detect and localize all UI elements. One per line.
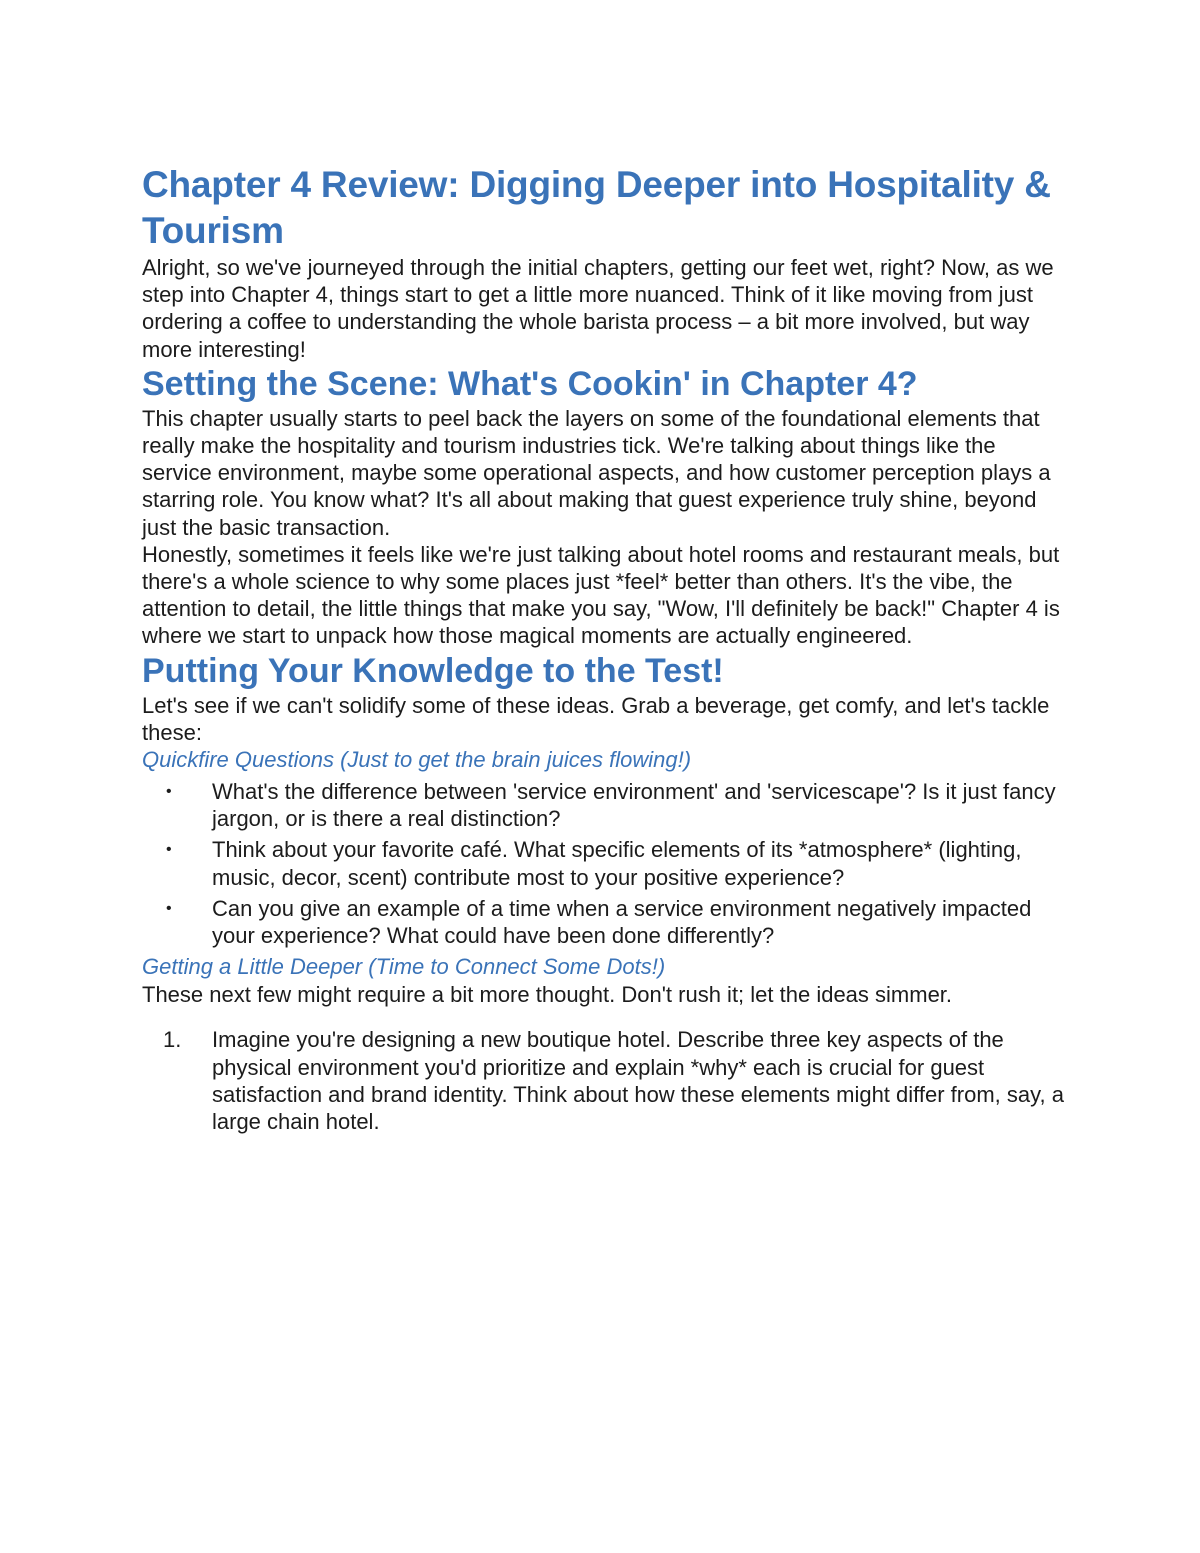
body-paragraph: Let's see if we can't solidify some of these ideas. Grab a beverage, get comfy, and let's tackle these: — [142, 692, 1050, 745]
quickfire-question-list — [142, 778, 1067, 949]
list-item — [142, 895, 1067, 949]
document-page — [142, 162, 1067, 1135]
list-item — [142, 778, 1067, 832]
intro-paragraph: Alright, so we've journeyed through the initial chapters, getting our feet wet, right? Now, as we step into Chapter 4, things start to get a little more nuanced. Think of it like moving from just ordering a coffee to understanding the whole barista process – a bit more involved, but way more interesting! — [142, 255, 1054, 362]
list-item-text: What's the difference between 'service environment' and 'servicescape'? Is it just fancy jargon, or is there a real distinction? — [212, 779, 1056, 832]
section-heading-setting-the-scene: Setting the Scene: What's Cookin' in Chapter 4? — [142, 364, 918, 403]
list-item-text: Can you give an example of a time when a service environment negatively impacted your experience? What could have been done differently? — [212, 895, 1032, 949]
list-item-number: 1. — [163, 1027, 182, 1053]
deeper-question-list — [142, 1026, 1067, 1135]
list-item-text: Think about your favorite café. What specific elements of its *atmosphere* (lighting, music, decor, scent) contribute most to your positive experience? — [212, 837, 1022, 890]
body-paragraph: This chapter usually starts to peel back the layers on some of the foundational elements that really make the hospitality and tourism industries tick. We're talking about things like the service environment, maybe some operational aspects, and how customer perception plays a starring role. You know what? It's all about making that guest experience truly shine, beyond just the basic transaction. — [142, 405, 1051, 540]
subheading-quickfire-questions: Quickfire Questions (Just to get the brain juices flowing!) — [142, 747, 692, 773]
page-title: Chapter 4 Review: Digging Deeper into Hospitality & Tourism — [142, 164, 1051, 251]
bullet-icon: • — [166, 783, 172, 801]
section-heading-knowledge-test: Putting Your Knowledge to the Test! — [142, 651, 724, 690]
list-item-text: Imagine you're designing a new boutique hotel. Describe three key aspects of the physical environment you'd prioritize and explain *why* each is crucial for guest satisfaction and brand identity. Think about how these elements might differ from, say, a large chain hotel. — [212, 1027, 1064, 1135]
body-paragraph: These next few might require a bit more thought. Don't rush it; let the ideas simmer. — [142, 982, 953, 1008]
subheading-getting-deeper: Getting a Little Deeper (Time to Connect Some Dots!) — [142, 954, 666, 980]
list-item — [142, 836, 1067, 890]
body-paragraph: Honestly, sometimes it feels like we're just talking about hotel rooms and restaurant meals, but there's a whole science to why some places just *feel* better than others. It's the vibe, the attention to detail, the little things that make you say, "Wow, I'll definitely be back!" Chapter 4 is where we start to unpack how those magical moments are actually engineered. — [142, 541, 1060, 649]
list-item — [142, 1026, 1067, 1135]
bullet-icon: • — [166, 899, 172, 917]
bullet-icon: • — [166, 841, 172, 859]
